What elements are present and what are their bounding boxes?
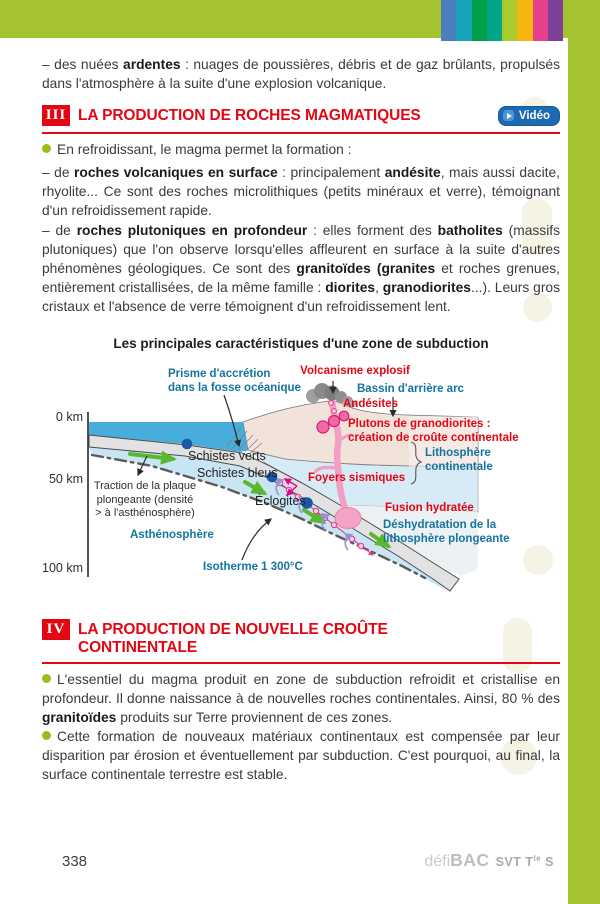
text-run: produits sur Terre proviennent de ces zones.: [116, 710, 393, 725]
text-run: et roches grenues, entièrement cristallisées, de la même famille :: [42, 261, 561, 295]
figure-title: Les principales caractéristiques d'une zone de subduction: [113, 336, 489, 351]
section-3-header: [42, 105, 560, 134]
text-run: – des nuées: [42, 57, 124, 72]
brand-grade: S: [545, 855, 554, 869]
label-explosive-volcanism: Volcanisme explosif: [300, 365, 410, 377]
label-line: création de croûte continentale: [348, 432, 519, 444]
bullet-icon: [42, 674, 51, 683]
text-run-bold: roches plutoniques en profondeur: [76, 223, 308, 238]
text-run: : nuages de poussières, débris et de gaz brûlants, propulsés dans l'atmosphère à la suite d'une explosion volcanique.: [42, 57, 560, 91]
label-slab-pull: Traction de la plaque plongeante (densité > à l'asthénosphère): [93, 480, 197, 519]
label-greenschists: Schistes verts: [188, 449, 266, 463]
text-run: En refroidissant, le magma permet la formation :: [57, 142, 352, 157]
brand-defi: défi: [424, 853, 451, 870]
text-run: L'essentiel du magma produit en zone de subduction refroidit et cristallise en profondeur. Il donne naissance à de nouvelles roches continentales. Ainsi, 80 % des: [42, 672, 560, 706]
depth-label-50km: 50 km: [48, 472, 83, 486]
section-3-paragraph-volcanic: [42, 163, 560, 220]
text-run: ...). Leurs gros cristaux et l'absence de verre témoignent d'un refroidissement lent.: [42, 280, 560, 314]
label-seismic-foci: Foyers sismiques: [308, 472, 406, 484]
right-green-border: [568, 0, 600, 904]
label-andesites: Andésites: [343, 398, 398, 410]
label-line: Plutons de granodiorites :: [348, 418, 491, 430]
text-run: , mais aussi dacite, rhyolite... Ce sont des roches microlithiques (petits minéraux et verre), témoignant d'un refroidissement rapide.: [42, 165, 561, 218]
label-line: Prisme d'accrétion: [168, 368, 271, 380]
label-hydrated-melting: Fusion hydratée: [385, 502, 474, 514]
label-back-arc-basin: Bassin d'arrière arc: [357, 383, 464, 395]
brand-subject-text: SVT T: [495, 855, 534, 869]
intro-paragraph: [42, 55, 560, 93]
section-4-paragraph-balance: [42, 727, 560, 784]
stripe-emerald: [487, 0, 502, 41]
text-run: Cette formation de nouveaux matériaux continentaux est compensée par leur disparition par érosion et éventuellement par subduction. C'est pourquoi, au final, la surface continentale terrestre est stable.: [42, 729, 560, 782]
stripe-magenta: [533, 0, 548, 41]
text-run: – de: [42, 223, 77, 238]
text-run-bold: batholites: [437, 223, 503, 238]
text-run-bold: granitoïdes: [42, 710, 117, 725]
label-accretion-prism: [168, 367, 301, 395]
label-line: dans la fosse océanique: [168, 382, 301, 394]
text-run: ,: [375, 280, 383, 295]
brand-bac: BAC: [450, 850, 490, 870]
label-continental-lithosphere: [425, 446, 493, 474]
section-3-paragraph-plutonic: [42, 221, 560, 316]
stripe-purple: [548, 0, 563, 41]
label-asthenosphere: Asthénosphère: [130, 529, 214, 541]
text-run: : elles forment des: [307, 223, 438, 238]
label-line: Déshydratation de la: [383, 519, 497, 531]
bullet-icon: [42, 731, 51, 740]
label-blueschists: Schistes bleus: [197, 466, 278, 480]
label-line: Lithosphère: [425, 447, 491, 459]
label-granodiorite-plutons: [348, 417, 519, 445]
section-3-title: LA PRODUCTION DE ROCHES MAGMATIQUES: [78, 107, 421, 124]
brand-logo: [424, 850, 554, 871]
brand-subject: [496, 854, 554, 869]
page-number: 338: [62, 853, 88, 870]
video-button-label: Vidéo: [518, 109, 550, 122]
depth-label-100km: 100 km: [42, 561, 83, 575]
label-isotherm: Isotherme 1 300°C: [203, 561, 303, 573]
section-4-paragraph-crystallization: [42, 670, 560, 727]
play-icon: [503, 110, 514, 121]
brand-sup: le: [533, 853, 542, 863]
stripe-blue: [441, 0, 456, 41]
subduction-diagram: [35, 355, 568, 600]
text-run-bold: andésite: [384, 165, 441, 180]
depth-label-0km: 0 km: [55, 410, 83, 424]
text-run-bold: granodiorites: [382, 280, 471, 295]
text-run: (massifs plutoniques) que l'on observe lorsqu'elles affleurent en surface à la suite d'autres phénomènes géologiques. Ce sont des: [42, 223, 560, 276]
text-run: : principalement: [277, 165, 385, 180]
label-line: lithosphère plongeante: [383, 533, 510, 545]
section-3-numeral: III: [42, 105, 70, 126]
label-dehydration: [383, 518, 510, 546]
label-eclogites: Éclogites: [255, 494, 306, 508]
stripe-cyan: [456, 0, 471, 41]
text-run-bold: roches volcaniques en surface: [74, 165, 278, 180]
section-4-header: [42, 619, 560, 664]
section-3-bullet: [42, 140, 560, 159]
stripe-lime: [502, 0, 517, 41]
section-4-numeral: IV: [42, 619, 70, 640]
section-4-title: LA PRODUCTION DE NOUVELLE CROÛTE CONTINENTALE: [78, 621, 388, 656]
text-run: – de: [42, 165, 75, 180]
text-run-bold: granitoïdes (granites: [296, 261, 436, 276]
bullet-icon: [42, 144, 51, 153]
stripe-yellow: [517, 0, 532, 41]
text-run-bold: ardentes: [123, 57, 181, 72]
stripe-green: [472, 0, 487, 41]
brand-color-stripes: [441, 0, 563, 41]
text-run-bold: diorites: [325, 280, 376, 295]
video-button[interactable]: [498, 106, 560, 126]
label-line: continentale: [425, 461, 493, 473]
